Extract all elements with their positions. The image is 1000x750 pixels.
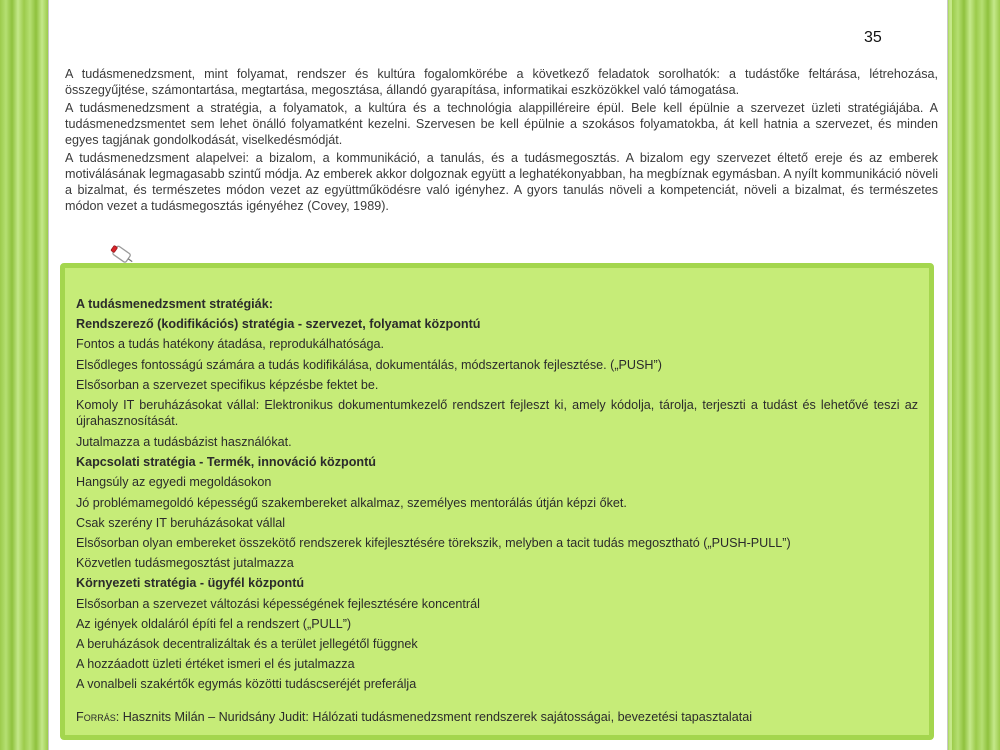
box-title: A tudásmenedzsment stratégiák: [76, 297, 273, 311]
section-heading-codification: Rendszerező (kodifikációs) stratégia - szervezet, folyamat központú [76, 317, 481, 332]
intro-paragraph: A tudásmenedzsment a stratégia, a folyamatok, a kultúra és a technológia alappilléreire épül. Bele kell épülnie a szervezet üzleti stratégiájába. A tudásmenedzsmentet sem lehet önálló folyamatként kezelni. Szervesen be kell épülnie a szokásos folyamatokba, át kell hatnia a szervezet, és minden egyes tagjának gondolkodását, viselkedésmódját. [65, 101, 938, 147]
list-item: Hangsúly az egyedi megoldásokon [76, 475, 272, 490]
list-item: Elsődleges fontosságú számára a tudás kodifikálása, dokumentálás, módszertanok fejlesztése. („PUSH”) [76, 357, 662, 372]
left-decorative-stripe [0, 0, 48, 750]
list-item: Elsősorban a szervezet változási képességének fejlesztésére koncentrál [76, 596, 480, 611]
section-heading-environmental: Környezeti stratégia - ügyfél központú [76, 576, 305, 591]
list-item: Csak szerény IT beruházásokat vállal [76, 515, 286, 530]
intro-paragraph: A tudásmenedzsment alapelvei: a bizalom, a kommunikáció, a tanulás, és a tudásmegosztás. A bizalom egy szervezet éltető ereje és az emberek motiválásának legmagasabb szintű módja. Az emberek akkor dolgoznak együtt a leghatékonyabban, ha megbíznak egymásban. A nyílt kommunikáció növeli a bizalmat, és természetes módon vezet az együttműködésre való igényhez. A gyors tanulás növeli a kompetenciát, növeli a bizalmat, és természetes módon vezet a tudásmegosztás igényéhez (Covey, 1989). [65, 151, 938, 213]
list-item: Jutalmazza a tudásbázist használókat. [76, 435, 292, 450]
source-label: Forrás: [76, 709, 120, 724]
right-decorative-stripe [952, 0, 1000, 750]
list-item: Komoly IT beruházásokat vállal: Elektronikus dokumentumkezelő rendszert fejleszt ki, amely kódolja, tárolja, terjeszti a tudást és lehetővé teszi az újrahasznosítását. [76, 398, 918, 429]
list-item: A vonalbeli szakértők egymás közötti tudáscseréjét preferálja [76, 677, 417, 692]
list-item: Jó problémamegoldó képességű szakembereket alkalmaz, személyes mentorálás útján képzi őket. [76, 495, 627, 510]
list-item: Fontos a tudás hatékony átadása, reprodukálhatósága. [76, 337, 385, 352]
source-citation [76, 707, 752, 727]
source-text: Hasznits Milán – Nuridsány Judit: Hálózati tudásmenedzsment rendszerek sajátosságai, bevezetési tapasztalatai [122, 709, 753, 724]
strategies-box [60, 263, 934, 740]
list-item: Közvetlen tudásmegosztást jutalmazza [76, 556, 294, 571]
intro-text [65, 66, 938, 216]
page-number: 35 [864, 29, 882, 46]
section-heading-relational: Kapcsolati stratégia - Termék, innováció központú [76, 455, 376, 470]
list-item: A beruházások decentralizáltak és a terület jellegétől függnek [76, 637, 418, 652]
list-item: Elsősorban olyan embereket összekötő rendszerek kifejlesztésére törekszik, melyben a tacit tudás megosztható („PUSH-PULL”) [76, 536, 791, 551]
intro-paragraph: A tudásmenedzsment, mint folyamat, rendszer és kultúra fogalomkörébe a következő feladatok sorolhatók: a tudástőke feltárása, létrehozása, összegyűjtése, számontartása, megtartása, megosztása, állandó gyarapítása, informatikai eszközökkel való támogatása. [65, 67, 938, 97]
list-item: Elsősorban a szervezet specifikus képzésbe fektet be. [76, 377, 379, 392]
list-item: A hozzáadott üzleti értéket ismeri el és jutalmazza [76, 657, 355, 672]
list-item: Az igények oldaláról építi fel a rendszert („PULL”) [76, 616, 352, 631]
